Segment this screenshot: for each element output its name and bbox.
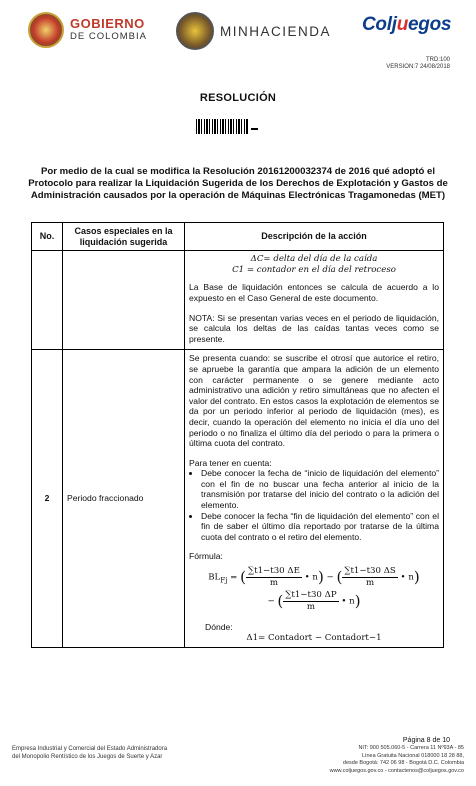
formula-line2: − ( $\frac{\sum t1-t30 \Delta P}{m}$ • n) [267,590,361,612]
colombia-seal-icon [28,12,64,48]
list-item: • Debe conocer la fecha de “inicio de liquidación del elemento” con el fin de no buscar una fecha anterior al inicio de la transmisión por tratarse del inicio del contrato o la adición del elemento. [201,468,439,510]
resolution-title: RESOLUCIÓN [199,92,277,104]
header-no: No. [32,223,63,251]
case-name: Periodo fraccionado [63,350,185,647]
version-code: VERSION:7 24/08/2018 [386,64,450,70]
table-row [32,251,444,350]
footer-web: www.coljuegos.gov.co - contactenos@coljuegos.gov.co [329,767,464,774]
minhacienda-label: MINHACIENDA [220,23,332,39]
trd-code: TRD:100 [425,57,450,63]
minhacienda-seal-icon [176,12,214,50]
math-c1: C1 = contador en el día del retroceso [232,264,396,275]
formula-line1: $BL_{Fj}$ = ( $\frac{\sum t1-t30 \Delta E}{m}$ • n) − ( $\frac{\sum t1-t30 \Delta S}{m}$ • n) [208,566,420,588]
header-case: Casos especiales en la liquidación sugerida [63,223,185,251]
coljuegos-label-b: egos [408,14,452,35]
document-header [0,0,476,60]
formula-label: Fórmula: [189,551,223,562]
footer-nit: NIT: 900 505.060-5 - Carrera 11 Nº93A - 85 [358,745,464,751]
base-liquidacion-text: La Base de liquidación entonces se calcula de acuerdo a lo expuesto en el Caso General de este documento. [189,282,439,303]
resolution-intro: Por medio de la cual se modifica la Resolución 20161200032374 de 2016 qué adoptó el Protocolo para realizar la Liquidación Sugerida de los Derechos de Explotación y Gastos de Administración causados por la operación de Máquinas Electrónicas Tragamonedas (MET) [28,166,448,202]
gobierno-logo [28,12,147,48]
minhacienda-logo [176,12,331,50]
coljuegos-logo [362,14,451,36]
nota-text: NOTA: Si se presentan varias veces en el periodo de liquidación, se calcula los deltas de las caídas tantas veces como se presente. [189,312,439,344]
para-tener-en-cuenta: Para tener en cuenta: [189,457,272,468]
footer-right [330,745,464,775]
actions-table [31,222,444,648]
footer-bogota: desde Bogotá: 742 06 98 - Bogotá D.C. Colombia [342,760,464,767]
footer-left [12,745,167,761]
row-number: 2 [32,350,63,647]
delta-definition: Δ1= Contadort − Contadort−1 [246,633,382,643]
colombia-label: DE COLOMBIA [70,31,147,42]
trd-version [386,57,450,71]
header-description: Descripción de la acción [185,223,444,251]
gobierno-label: GOBIERNO [70,16,145,31]
table-row [32,350,444,647]
periodo-description: Se presenta cuando: se suscribe el otrosí que autorice el retiro, se apruebe la garantía que ampara la adición de un elemento con carácter permanente o se genere mediante acto administrativo una adición y retiro simultáneas que no afecten el valor del contrato. En estos casos la explotación de elementos se da por un periodo inferior al periodo de liquidación (mes), es decir, cuando la operación del elemento no inicia el día uno del periodo o no finaliza el último día del periodo o para la primera o última cuota del contrato. [189,353,439,449]
footer-linea: Línea Gratuita Nacional 018000 18 28 88, [361,752,464,759]
barcode-icon [196,119,248,134]
coljuegos-label-a: Colj [362,14,397,35]
barcode-dash [251,128,258,130]
math-delta-c: ΔC= delta del día de la caída [250,254,378,265]
list-item: • Debe conocer la fecha “fin de liquidación del elemento” con el fin de saber el último día reportado por tratarse de la última cuota del contrato o el retiro del elemento. [201,511,439,543]
footer-left-line: del Monopolio Rentístico de los Juegos de Suerte y Azar [12,754,163,760]
footer-left-line: Empresa Industrial y Comercial del Estado Administradora [12,746,168,752]
page-number: Página 8 de 10 [402,737,450,744]
coljuegos-label-o: u [396,14,408,35]
donde-label: Dónde: [205,622,233,633]
table-header-row [32,223,444,251]
